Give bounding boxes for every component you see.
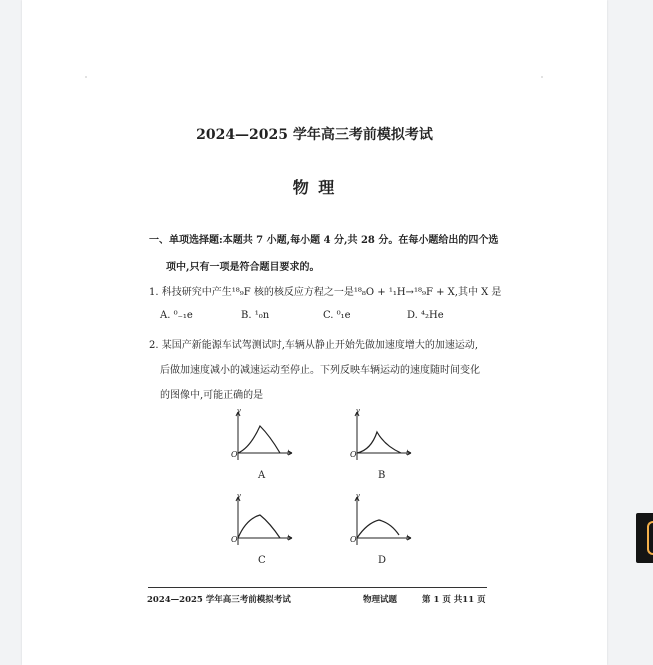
graph-d-v-label: v [356,492,360,500]
graph-c-t-label: t [287,534,290,542]
graph-b-v-label: v [356,407,360,415]
graph-c-v-label: v [237,492,241,500]
graph-b-label: B [378,470,386,481]
question-2-line1: 2. 某国产新能源车试驾测试时,车辆从静止开始先做加速度增大的加速运动, [149,340,479,351]
footer-divider [148,587,487,588]
graph-a-v-label: v [237,407,241,415]
graph-d-t-label: t [406,534,409,542]
graph-a-origin-label: O [231,450,238,459]
footer-page-number: 第 1 页 共11 页 [422,595,486,605]
footer-subject: 物理试题 [363,595,398,605]
scan-speck [85,76,87,78]
section-heading-line2: 项中,只有一项是符合题目要求的。 [166,262,320,273]
footer-exam-name: 2024—2025 学年高三考前模拟考试 [147,595,291,605]
graph-c-origin-label: O [231,535,238,544]
graph-b-origin-label: O [350,450,357,459]
question-1-option-b: B. ¹₀n [241,310,270,321]
scan-speck [541,76,543,78]
graph-b-t-label: t [406,449,409,457]
exam-title: 2024—2025 学年高三考前模拟考试 [196,127,433,143]
section-heading-line1: 一、单项选择题:本题共 7 小题,每小题 4 分,共 28 分。在每小题给出的四个选 [149,235,499,246]
graph-c-label: C [258,555,266,566]
document-page [22,0,607,665]
graph-a-t-label: t [287,449,290,457]
graph-a-label: A [258,470,266,481]
question-1-option-a: A. ⁰₋₁e [160,310,193,321]
question-1-option-d: D. ⁴₂He [407,310,444,321]
question-1-option-c: C. ⁰₁e [323,310,351,321]
side-tab-icon [647,521,653,555]
question-2-line2: 后做加速度减小的减速运动至停止。下列反映车辆运动的速度随时间变化 [160,365,480,376]
question-1-stem: 1. 科技研究中产生¹⁸₉F 核的核反应方程之一是¹⁸₈O + ¹₁H→¹⁸₉F + X,其中 X 是 [149,287,502,298]
graph-d-label: D [378,555,387,566]
question-2-line3: 的图像中,可能正确的是 [160,390,264,401]
side-panel-tab[interactable] [636,513,653,563]
exam-subject: 物 理 [292,178,337,197]
graph-d-origin-label: O [350,535,357,544]
